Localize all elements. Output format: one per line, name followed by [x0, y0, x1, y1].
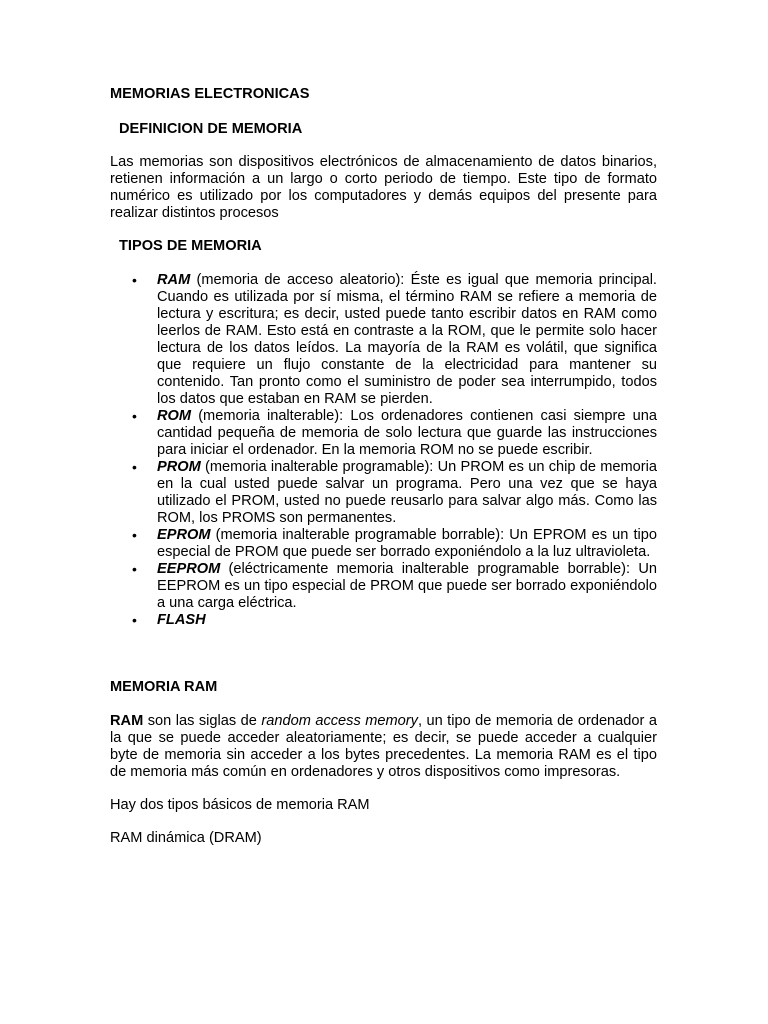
- bullet-icon: •: [132, 527, 137, 543]
- type-term: EPROM: [157, 527, 211, 543]
- definition-heading: DEFINICION DE MEMORIA: [119, 121, 303, 137]
- type-term: ROM: [157, 408, 192, 424]
- type-description: (memoria inalterable programable): Un PROM es un chip de memoria en la cual usted puede salvar un programa. Pero una vez que se haya utilizado el PROM, usted no puede reusarlo para salvar algo más. Como las ROM, los PROMS son permanentes.: [157, 459, 657, 526]
- type-term: FLASH: [157, 612, 206, 628]
- types-heading: TIPOS DE MEMORIA: [119, 238, 262, 254]
- ram-text-part2: , un tipo de memoria de ordenador a la que se puede acceder aleatoriamente; es decir, se puede acceder a cualquier byte de memoria sin acceder a los bytes precedentes. La memoria RAM es el tipo de memoria más común en ordenadores y otros dispositivos como impresoras.: [110, 713, 657, 780]
- type-description: (memoria inalterable): Los ordenadores contienen casi siempre una cantidad pequeña de memoria de solo lectura que guarde las instrucciones para iniciar el ordenador. En la memoria ROM no se puede escribir.: [157, 408, 657, 458]
- bullet-icon: •: [132, 408, 137, 424]
- memory-types-list: [110, 272, 657, 629]
- ram-text-part1: son las siglas de: [143, 713, 262, 729]
- document-title: MEMORIAS ELECTRONICAS: [110, 86, 310, 102]
- bullet-icon: •: [132, 561, 137, 577]
- bullet-icon: •: [132, 272, 137, 288]
- type-description: (memoria de acceso aleatorio): Éste es igual que memoria principal. Cuando es utilizada por sí misma, el término RAM se refiere a memoria de lectura y escritura; es decir, usted puede tanto escribir datos en RAM como leerlos de RAM. Esto está en contraste a la ROM, que le permite solo hacer lectura de los datos leídos. La mayoría de la RAM es volátil, que significa que requiere un flujo constante de la electricidad para mantener su contenido. Tan pronto como el suministro de poder sea interrumpido, todos los datos que estaban en RAM se pierden.: [157, 272, 657, 407]
- ram-heading: MEMORIA RAM: [110, 679, 218, 695]
- bullet-icon: •: [132, 612, 137, 628]
- list-item-prom: [110, 459, 657, 527]
- type-term: EEPROM: [157, 561, 221, 577]
- type-description: (eléctricamente memoria inalterable programable borrable): Un EEPROM es un tipo especial de PROM que puede ser borrado exponiéndolo a una carga eléctrica.: [157, 561, 657, 611]
- type-term: RAM: [157, 272, 191, 288]
- list-item-rom: [110, 408, 657, 459]
- bullet-icon: •: [132, 459, 137, 475]
- ram-types-intro: Hay dos tipos básicos de memoria RAM: [110, 797, 370, 813]
- type-term: PROM: [157, 459, 201, 475]
- list-item-eeprom: [110, 561, 657, 612]
- type-description: (memoria inalterable programable borrable): Un EPROM es un tipo especial de PROM que puede ser borrado exponiéndolo a la luz ultravioleta.: [157, 527, 657, 560]
- definition-paragraph: Las memorias son dispositivos electrónicos de almacenamiento de datos binarios, retienen información a un largo o corto periodo de tiempo. Este tipo de formato numérico es utilizado por los computadores y demás equipos del presente para realizar distintos procesos: [110, 154, 657, 221]
- list-item-ram: [110, 272, 657, 408]
- list-item-flash: [110, 612, 657, 629]
- ram-keyword: RAM: [110, 713, 144, 729]
- ram-emphasis: random access memory: [261, 713, 418, 729]
- ram-paragraph: [110, 713, 657, 781]
- document-page: [110, 86, 657, 863]
- list-item-eprom: [110, 527, 657, 561]
- dram-line: RAM dinámica (DRAM): [110, 830, 262, 846]
